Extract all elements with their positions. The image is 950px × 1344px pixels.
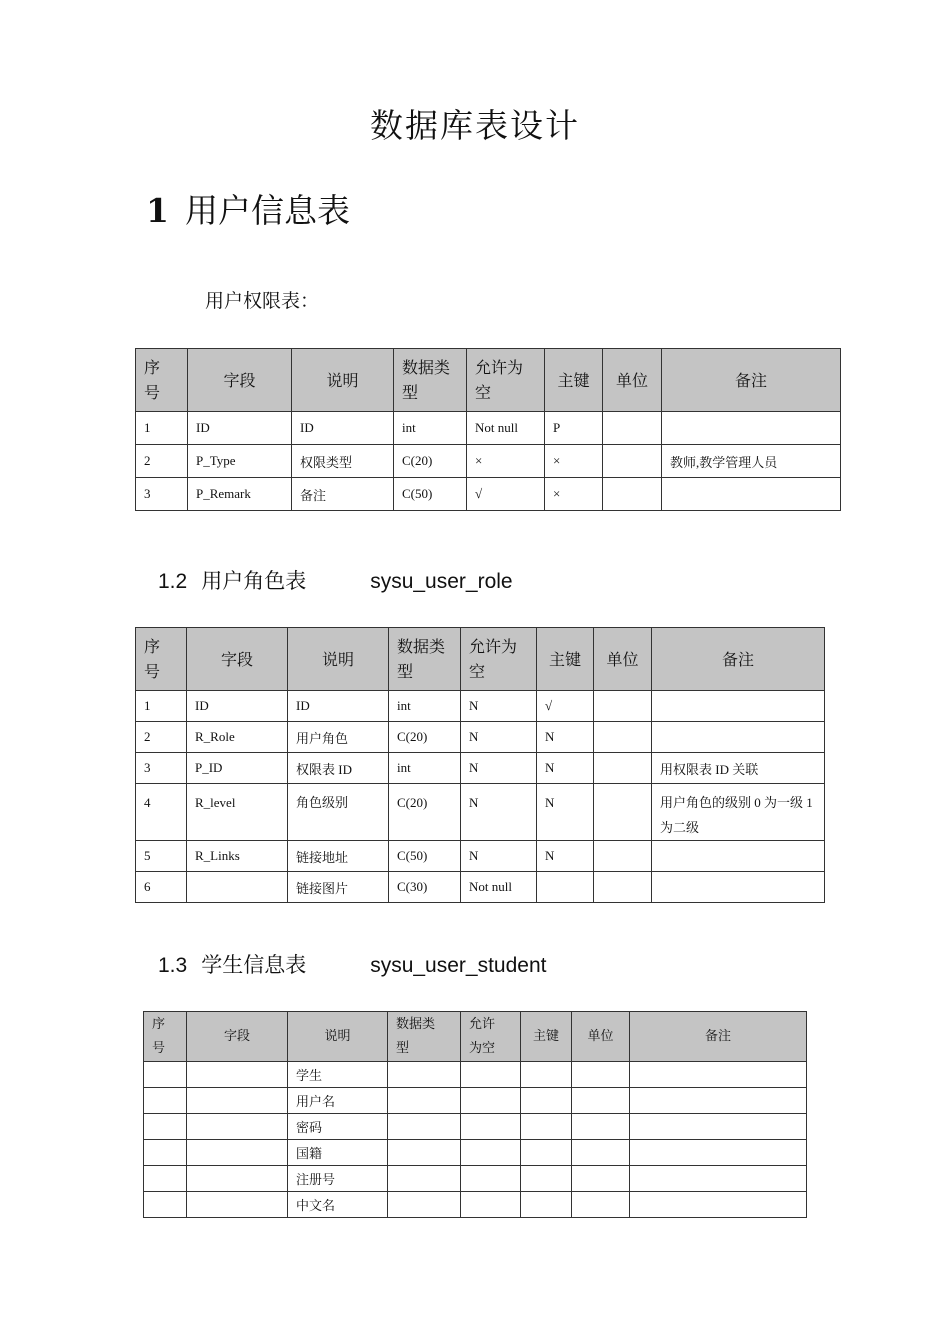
cell-primary-key — [537, 872, 594, 903]
cell-primary-key — [521, 1192, 572, 1218]
cell-index: 3 — [136, 478, 188, 511]
header-field: 字段 — [187, 1012, 288, 1062]
cell-data-type: C(20) — [394, 445, 467, 478]
cell-index: 5 — [136, 841, 187, 872]
cell-unit — [572, 1192, 630, 1218]
section-number: 1.3 — [158, 954, 188, 977]
cell-description: 角色级别 — [288, 784, 389, 841]
document-title: 数据库表设计 — [370, 106, 580, 145]
section-title: 用户信息表 — [184, 191, 350, 230]
cell-primary-key: × — [545, 478, 603, 511]
cell-unit — [603, 412, 662, 445]
cell-field: ID — [188, 412, 292, 445]
cell-primary-key — [521, 1062, 572, 1088]
section-heading-1-2 — [158, 565, 513, 595]
cell-field — [187, 1088, 288, 1114]
cell-index: 2 — [136, 445, 188, 478]
cell-remarks — [652, 722, 825, 753]
cell-description: 用户名 — [288, 1088, 388, 1114]
table-row — [136, 872, 825, 903]
cell-description: 链接地址 — [288, 841, 389, 872]
section-heading-1-3 — [158, 949, 546, 979]
cell-field: P_ID — [187, 753, 288, 784]
cell-data-type: int — [389, 753, 461, 784]
cell-primary-key: √ — [537, 691, 594, 722]
cell-data-type: int — [394, 412, 467, 445]
cell-index — [144, 1140, 187, 1166]
cell-nullable: N — [461, 784, 537, 841]
header-primary-key: 主键 — [521, 1012, 572, 1062]
cell-data-type — [388, 1062, 461, 1088]
cell-index: 1 — [136, 412, 188, 445]
cell-primary-key: N — [537, 841, 594, 872]
cell-remarks: 用户角色的级别 0 为一级 1 为二级 — [652, 784, 825, 841]
cell-nullable — [461, 1062, 521, 1088]
cell-field: R_Links — [187, 841, 288, 872]
cell-unit — [594, 691, 652, 722]
cell-remarks — [630, 1088, 807, 1114]
table-row — [144, 1114, 807, 1140]
header-nullable: 允许为空 — [467, 349, 545, 412]
cell-field: R_level — [187, 784, 288, 841]
cell-remarks — [630, 1140, 807, 1166]
cell-description: 用户角色 — [288, 722, 389, 753]
header-index: 序号 — [136, 349, 188, 412]
cell-nullable — [461, 1114, 521, 1140]
table-row — [136, 412, 841, 445]
cell-nullable: Not null — [461, 872, 537, 903]
cell-data-type: C(30) — [389, 872, 461, 903]
header-description: 说明 — [288, 628, 389, 691]
cell-data-type: int — [389, 691, 461, 722]
cell-data-type — [388, 1192, 461, 1218]
cell-remarks — [630, 1062, 807, 1088]
cell-data-type — [388, 1140, 461, 1166]
cell-nullable — [461, 1166, 521, 1192]
cell-nullable: × — [467, 445, 545, 478]
header-data-type: 数据类型 — [389, 628, 461, 691]
table-row — [136, 691, 825, 722]
header-remarks: 备注 — [662, 349, 841, 412]
cell-index: 6 — [136, 872, 187, 903]
table-row — [136, 445, 841, 478]
section-number: 1 — [146, 191, 169, 230]
cell-remarks — [630, 1192, 807, 1218]
table-code: sysu_user_student — [370, 954, 547, 977]
cell-data-type: C(20) — [389, 784, 461, 841]
cell-index — [144, 1114, 187, 1140]
table-row — [144, 1088, 807, 1114]
header-row — [144, 1012, 807, 1062]
cell-description: 链接图片 — [288, 872, 389, 903]
section-title: 学生信息表 — [201, 954, 307, 977]
cell-index — [144, 1088, 187, 1114]
table-row — [136, 753, 825, 784]
cell-primary-key — [521, 1166, 572, 1192]
cell-field — [187, 1140, 288, 1166]
cell-field — [187, 1114, 288, 1140]
cell-data-type — [388, 1114, 461, 1140]
cell-description: 权限表 ID — [288, 753, 389, 784]
header-remarks: 备注 — [652, 628, 825, 691]
cell-description: 备注 — [292, 478, 394, 511]
cell-index: 2 — [136, 722, 187, 753]
header-primary-key: 主键 — [545, 349, 603, 412]
cell-field: R_Role — [187, 722, 288, 753]
table-row — [136, 478, 841, 511]
header-primary-key: 主键 — [537, 628, 594, 691]
section-number: 1.2 — [158, 570, 188, 593]
header-unit: 单位 — [594, 628, 652, 691]
header-row — [136, 628, 825, 691]
cell-description: ID — [288, 691, 389, 722]
cell-field — [187, 1192, 288, 1218]
cell-primary-key: × — [545, 445, 603, 478]
cell-primary-key — [521, 1114, 572, 1140]
header-unit: 单位 — [603, 349, 662, 412]
cell-description: 学生 — [288, 1062, 388, 1088]
cell-nullable: N — [461, 753, 537, 784]
cell-unit — [594, 753, 652, 784]
cell-primary-key — [521, 1088, 572, 1114]
cell-field: ID — [187, 691, 288, 722]
cell-remarks — [652, 872, 825, 903]
cell-remarks — [652, 691, 825, 722]
cell-primary-key: N — [537, 753, 594, 784]
table-row — [144, 1166, 807, 1192]
cell-unit — [594, 722, 652, 753]
cell-unit — [594, 841, 652, 872]
cell-description: 注册号 — [288, 1166, 388, 1192]
cell-nullable: √ — [467, 478, 545, 511]
cell-description: 中文名 — [288, 1192, 388, 1218]
header-data-type: 数据类型 — [388, 1012, 461, 1062]
cell-field — [187, 1166, 288, 1192]
cell-description: 权限类型 — [292, 445, 394, 478]
cell-remarks — [662, 412, 841, 445]
cell-data-type — [388, 1088, 461, 1114]
cell-unit — [594, 872, 652, 903]
user-role-table — [135, 627, 825, 903]
header-unit: 单位 — [572, 1012, 630, 1062]
cell-unit — [572, 1140, 630, 1166]
cell-field — [187, 1062, 288, 1088]
cell-unit — [572, 1114, 630, 1140]
section-title: 用户角色表 — [201, 570, 307, 593]
header-field: 字段 — [188, 349, 292, 412]
cell-index: 3 — [136, 753, 187, 784]
section-heading-1 — [146, 185, 350, 232]
table-row — [136, 784, 825, 841]
cell-primary-key — [521, 1140, 572, 1166]
header-remarks: 备注 — [630, 1012, 807, 1062]
cell-index: 4 — [136, 784, 187, 841]
cell-primary-key: N — [537, 722, 594, 753]
cell-unit — [603, 478, 662, 511]
student-info-table — [143, 1011, 807, 1218]
cell-index — [144, 1192, 187, 1218]
cell-unit — [603, 445, 662, 478]
intro-paragraph: 用户权限表： — [205, 290, 320, 312]
cell-field: P_Remark — [188, 478, 292, 511]
header-description: 说明 — [288, 1012, 388, 1062]
cell-remarks — [630, 1114, 807, 1140]
cell-field — [187, 872, 288, 903]
cell-nullable: N — [461, 722, 537, 753]
cell-data-type — [388, 1166, 461, 1192]
cell-description: 国籍 — [288, 1140, 388, 1166]
cell-nullable: N — [461, 691, 537, 722]
cell-nullable — [461, 1140, 521, 1166]
cell-nullable: N — [461, 841, 537, 872]
header-index: 序号 — [136, 628, 187, 691]
table-code: sysu_user_role — [370, 570, 513, 593]
header-nullable: 允许为空 — [461, 1012, 521, 1062]
cell-description: ID — [292, 412, 394, 445]
cell-description: 密码 — [288, 1114, 388, 1140]
header-field: 字段 — [187, 628, 288, 691]
cell-nullable: Not null — [467, 412, 545, 445]
cell-primary-key: N — [537, 784, 594, 841]
cell-remarks — [630, 1166, 807, 1192]
cell-nullable — [461, 1192, 521, 1218]
cell-remarks: 教师,教学管理人员 — [662, 445, 841, 478]
cell-nullable — [461, 1088, 521, 1114]
header-index: 序号 — [144, 1012, 187, 1062]
permissions-table — [135, 348, 841, 511]
table-row — [144, 1140, 807, 1166]
cell-data-type: C(50) — [389, 841, 461, 872]
header-nullable: 允许为空 — [461, 628, 537, 691]
cell-unit — [594, 784, 652, 841]
cell-data-type: C(20) — [389, 722, 461, 753]
cell-primary-key: P — [545, 412, 603, 445]
header-description: 说明 — [292, 349, 394, 412]
cell-data-type: C(50) — [394, 478, 467, 511]
cell-unit — [572, 1062, 630, 1088]
cell-unit — [572, 1088, 630, 1114]
cell-remarks — [662, 478, 841, 511]
table-row — [144, 1192, 807, 1218]
cell-index: 1 — [136, 691, 187, 722]
cell-index — [144, 1062, 187, 1088]
cell-unit — [572, 1166, 630, 1192]
table-row — [144, 1062, 807, 1088]
cell-index — [144, 1166, 187, 1192]
table-row — [136, 722, 825, 753]
table-row — [136, 841, 825, 872]
cell-remarks: 用权限表 ID 关联 — [652, 753, 825, 784]
cell-field: P_Type — [188, 445, 292, 478]
header-row — [136, 349, 841, 412]
header-data-type: 数据类型 — [394, 349, 467, 412]
cell-remarks — [652, 841, 825, 872]
